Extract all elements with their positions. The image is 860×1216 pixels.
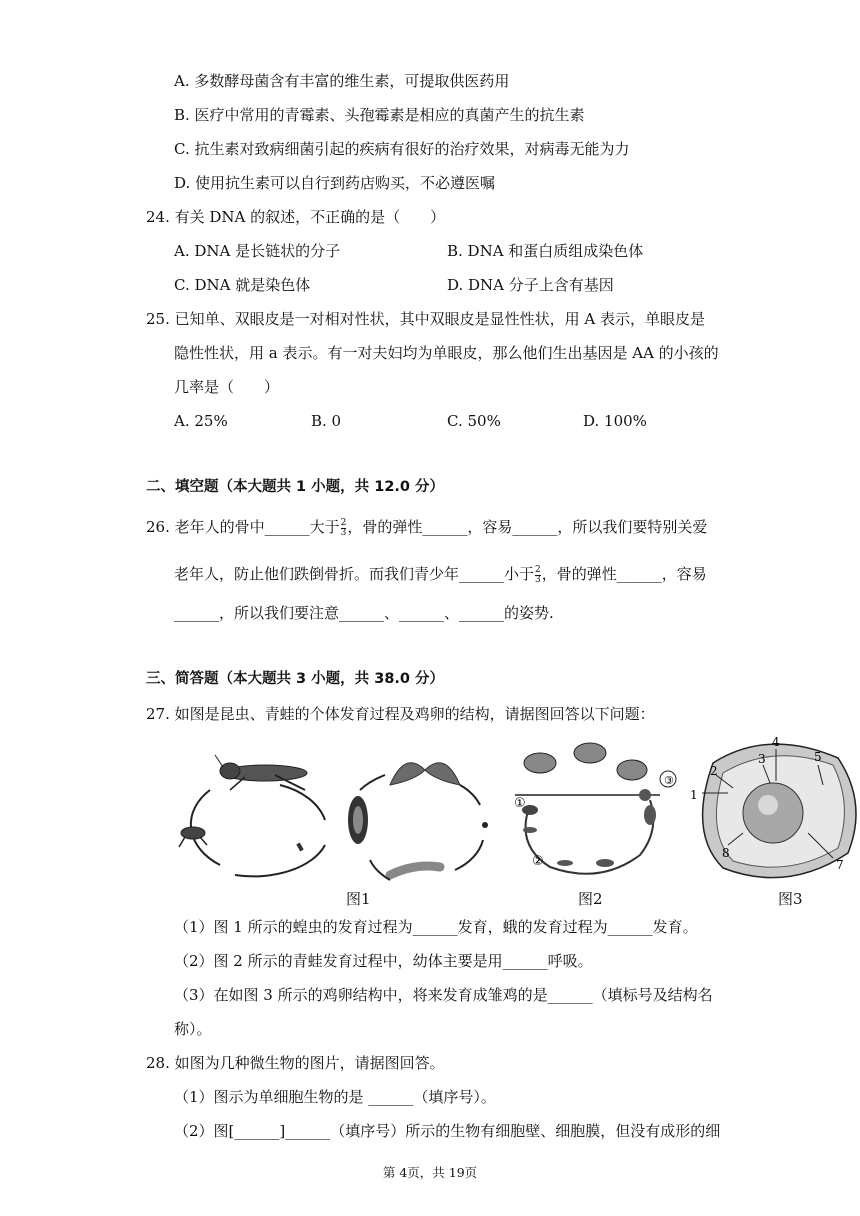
figure-1-caption: 图1 xyxy=(346,890,371,908)
q27-part3-line1: （3）在如图 3 所示的鸡卵结构中，将来发育成雏鸡的是______（填标号及结构名 xyxy=(174,986,713,1004)
q24-option-b: B. DNA 和蛋白质组成染色体 xyxy=(447,242,644,260)
q25-option-d: D. 100% xyxy=(583,412,647,430)
q23-option-a: A. 多数酵母菌含有丰富的维生素，可提取供医药用 xyxy=(174,72,510,90)
q27-part2: （2）图 2 所示的青蛙发育过程中，幼体主要是用______呼吸。 xyxy=(174,952,593,970)
label-5: 5 xyxy=(814,750,822,764)
label-1: 1 xyxy=(690,788,698,802)
section-heading-fill-blank: 二、填空题（本大题共 1 小题，共 12.0 分） xyxy=(146,479,445,495)
q23-option-b: B. 医疗中常用的青霉素、头孢霉素是相应的真菌产生的抗生素 xyxy=(174,106,585,124)
nymph-grasshopper xyxy=(179,827,207,847)
q24-option-c: C. DNA 就是染色体 xyxy=(174,276,311,294)
section-heading-short-answer: 三、简答题（本大题共 3 小题，共 38.0 分） xyxy=(146,671,445,687)
q28-part2: （2）图[______]______（填序号）所示的生物有细胞壁、细胞膜，但没有成形的细 xyxy=(174,1122,721,1140)
q24-option-d: D. DNA 分子上含有基因 xyxy=(447,276,614,294)
q25-stem-line3: 几率是（ ） xyxy=(174,378,280,396)
q25-stem-line2: 隐性性状，用 a 表示。有一对夫妇均为单眼皮，那么他们生出基因是 AA 的小孩的 xyxy=(174,344,719,362)
q28-stem: 28. 如图为几种微生物的图片，请据图回答。 xyxy=(146,1054,445,1072)
q26-line2 xyxy=(174,564,707,585)
q26-text: 26. 老年人的骨中______大于 xyxy=(146,518,340,536)
q28-part1: （1）图示为单细胞生物的是 ______（填序号）。 xyxy=(174,1088,496,1106)
q27-part3-line2: 称）。 xyxy=(174,1020,212,1038)
q25-stem-line1: 25. 已知单、双眼皮是一对相对性状，其中双眼皮是显性性状，用 A 表示，单眼皮是 xyxy=(146,310,705,328)
marker-3: ③ xyxy=(664,774,674,787)
figure-2-frog-lifecycle xyxy=(510,735,685,880)
q27-part1: （1）图 1 所示的蝗虫的发育过程为______发育，蛾的发育过程为______发育。 xyxy=(174,918,698,936)
adult-grasshopper xyxy=(215,755,307,790)
label-8: 8 xyxy=(722,846,730,860)
q24-option-a: A. DNA 是长链状的分子 xyxy=(174,242,341,260)
q26-text: ，骨的弹性______，容易______，所以我们要特别关爱 xyxy=(347,518,708,536)
q26-text: 老年人，防止他们跌倒骨折。而我们青少年______小于 xyxy=(174,565,535,583)
q26-line1 xyxy=(146,517,707,538)
label-4: 4 xyxy=(772,735,780,749)
q23-option-c: C. 抗生素对致病细菌引起的疾病有很好的治疗效果，对病毒无能为力 xyxy=(174,140,630,158)
q25-option-a: A. 25% xyxy=(174,412,228,430)
label-7: 7 xyxy=(836,858,844,872)
q26-line3: ______，所以我们要注意______、______、______的姿势. xyxy=(174,604,554,622)
marker-2: ② xyxy=(532,854,544,869)
q25-option-c: C. 50% xyxy=(447,412,501,430)
label-3: 3 xyxy=(758,752,766,766)
fraction: $\frac{2}{3}$ xyxy=(535,564,541,585)
label-2: 2 xyxy=(710,764,718,778)
marker-1: ① xyxy=(514,796,526,811)
q24-stem: 24. 有关 DNA 的叙述，不正确的是（ ） xyxy=(146,208,446,226)
q23-option-d: D. 使用抗生素可以自行到药店购买，不必遵医嘱 xyxy=(174,174,496,192)
fraction: $\frac{2}{3}$ xyxy=(340,517,347,538)
page-footer: 第 4页，共 19页 xyxy=(382,1165,478,1180)
q26-text: ，骨的弹性______，容易 xyxy=(541,565,707,583)
q25-option-b: B. 0 xyxy=(311,412,342,430)
figure-2-caption: 图2 xyxy=(578,890,603,908)
q27-stem: 27. 如图是昆虫、青蛙的个体发育过程及鸡卵的结构，请据图回答以下问题： xyxy=(146,705,655,723)
figure-3-egg-structure xyxy=(688,733,860,883)
figure-3-caption: 图3 xyxy=(778,890,803,908)
figure-1-insect-lifecycles xyxy=(175,745,505,890)
